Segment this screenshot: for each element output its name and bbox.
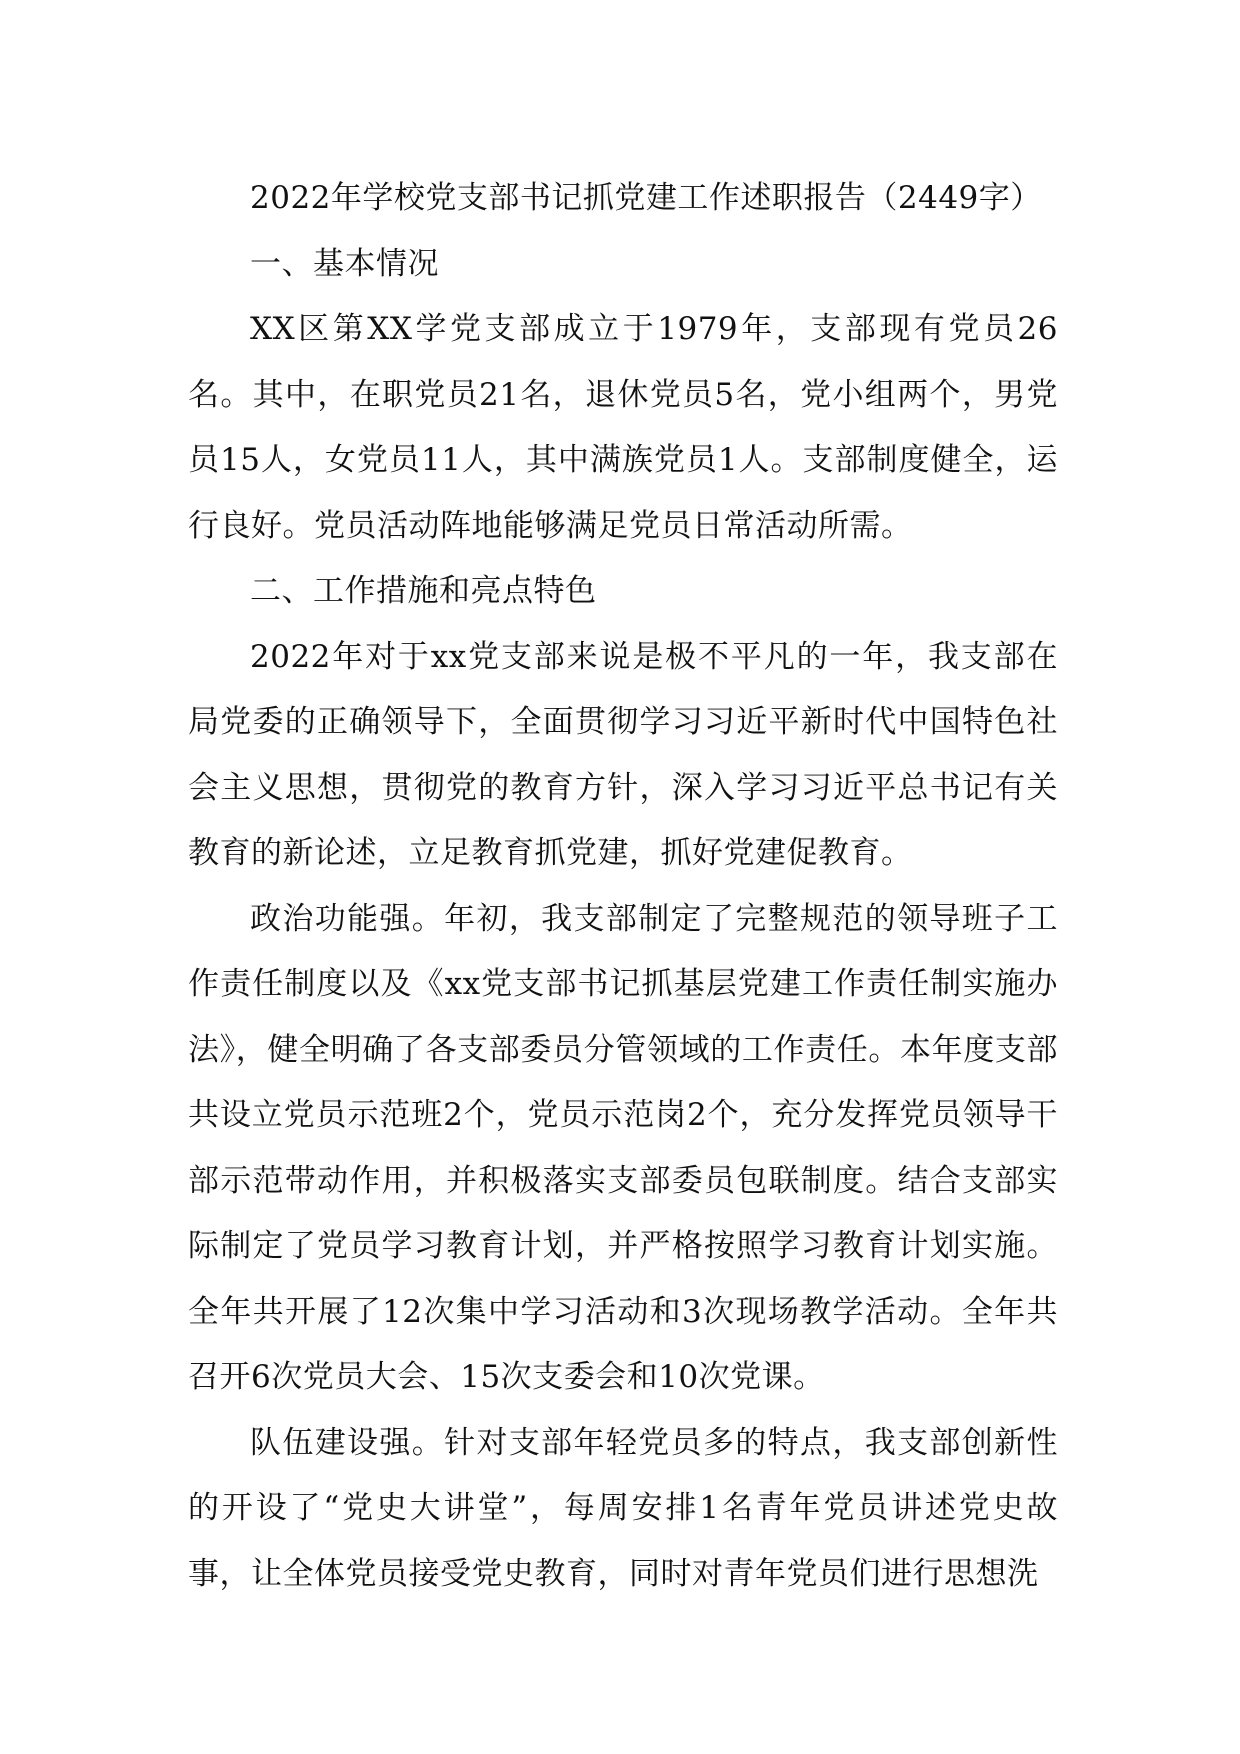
paragraph-team-building: 队伍建设强。针对支部年轻党员多的特点，我支部创新性的开设了“党史大讲堂”，每周安排1名青年党员讲述党史故事，让全体党员接受党史教育，同时对青年党员们进行思想洗 bbox=[188, 1424, 1058, 1592]
paragraph-basic-situation: XX区第XX学党支部成立于1979年，支部现有党员26名。其中，在职党员21名，退休党员5名，党小组两个，男党员15人，女党员11人，其中满族党员1人。支部制度健全，运行良好。党员活动阵地能够满足党员日常活动所需。 bbox=[188, 311, 1058, 544]
document-title: 2022年学校党支部书记抓党建工作述职报告（2449字） bbox=[250, 180, 1042, 216]
document-body bbox=[188, 166, 1058, 1607]
section-heading-measures: 二、工作措施和亮点特色 bbox=[250, 573, 597, 609]
paragraph-political-function: 政治功能强。年初，我支部制定了完整规范的领导班子工作责任制度以及《xx党支部书记抓基层党建工作责任制实施办法》，健全明确了各支部委员分管领域的工作责任。本年度支部共设立党员示范班2个，党员示范岗2个，充分发挥党员领导干部示范带动作用，并积极落实支部委员包联制度。结合支部实际制定了党员学习教育计划，并严格按照学习教育计划实施。全年共开展了12次集中学习活动和3次现场教学活动。全年共召开6次党员大会、15次支委会和10次党课。 bbox=[188, 900, 1058, 1395]
paragraph-overview: 2022年对于xx党支部来说是极不平凡的一年，我支部在局党委的正确领导下，全面贯彻学习习近平新时代中国特色社会主义思想，贯彻党的教育方针，深入学习习近平总书记有关教育的新论述，立足教育抓党建，抓好党建促教育。 bbox=[188, 638, 1058, 871]
section-heading-basic-situation: 一、基本情况 bbox=[250, 245, 439, 282]
